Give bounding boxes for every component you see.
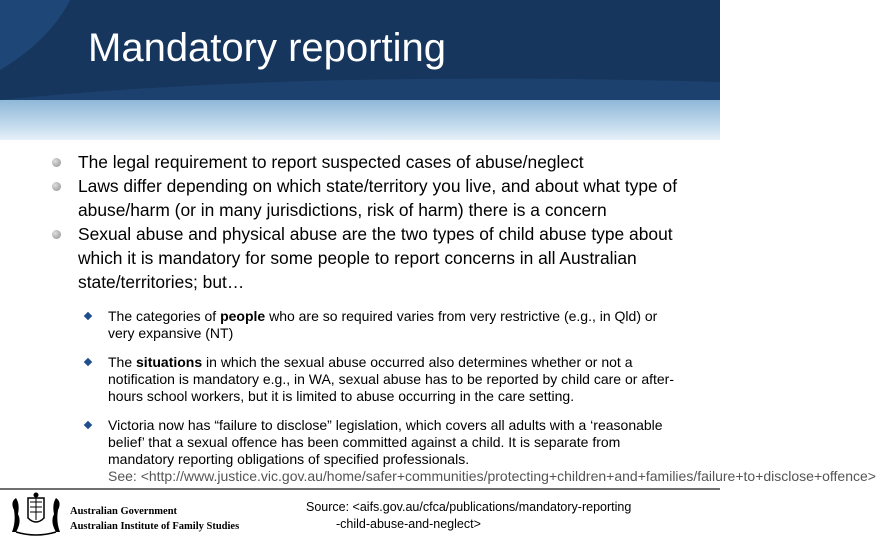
sub-bullet-bold: people — [220, 308, 266, 324]
bullet-item — [78, 174, 693, 222]
footer-divider — [0, 488, 720, 490]
sub-bullet-text: The categories of — [108, 308, 221, 324]
header-gradient-band — [0, 100, 720, 140]
slide-title: Mandatory reporting — [88, 26, 446, 70]
sub-bullet-item — [108, 354, 678, 405]
bullet-item — [78, 222, 693, 294]
sub-bullet-text: who are so required varies from very restrictive (e.g., in Qld) or very expansive (NT) — [108, 308, 658, 341]
slide-body — [0, 150, 876, 485]
org-name-line1: Australian Government — [70, 506, 178, 517]
sub-bullet-text: Victoria now has “failure to disclose” legislation, which covers all adults with a ‘reasonable belief’ that a sexual offence has been committed against a child. It is separate from mandatory reporting obligations of specified professionals. — [108, 417, 663, 467]
bullet-dot-icon — [52, 230, 61, 239]
bullet-item — [78, 150, 693, 174]
diamond-bullet-icon — [84, 312, 92, 320]
coat-of-arms-icon — [6, 492, 66, 538]
source-citation: Source: <aifs.gov.au/cfca/publications/mandatory-reporting — [306, 500, 632, 514]
bullet-text: Sexual abuse and physical abuse are the two types of child abuse type about which it is mandatory for some people to report concerns in all Australian state/territories; but… — [78, 224, 673, 292]
diamond-bullet-icon — [84, 358, 92, 366]
source-citation-continued: -child-abuse-and-neglect> — [336, 517, 481, 531]
bullet-text: Laws differ depending on which state/territory you live, and about what type of abuse/harm (or in many jurisdictions, risk of harm) there is a concern — [78, 176, 678, 220]
title-bar — [0, 0, 720, 100]
sub-bullet-text: The — [108, 354, 137, 370]
bullet-dot-icon — [52, 158, 61, 167]
diamond-bullet-icon — [84, 421, 92, 429]
sub-bullet-text: in which the sexual abuse occurred also determines whether or not a notification is mandatory e.g., in WA, sexual abuse has to be reported by child care or after-hours school workers, but it is limited to abuse occurring in the care setting. — [108, 354, 674, 404]
org-name-line2: Australian Institute of Family Studies — [70, 521, 240, 532]
sub-bullet-bold: situations — [136, 354, 203, 370]
bullet-dot-icon — [52, 182, 61, 191]
bullet-text: The legal requirement to report suspected cases of abuse/neglect — [78, 152, 584, 172]
sub-bullet-item — [108, 417, 876, 485]
see-link-text[interactable]: See: <http://www.justice.vic.gov.au/home/safer+communities/protecting+children+and+families/failure+to+disclose+offence> — [108, 468, 876, 484]
sub-bullet-item — [108, 308, 678, 342]
